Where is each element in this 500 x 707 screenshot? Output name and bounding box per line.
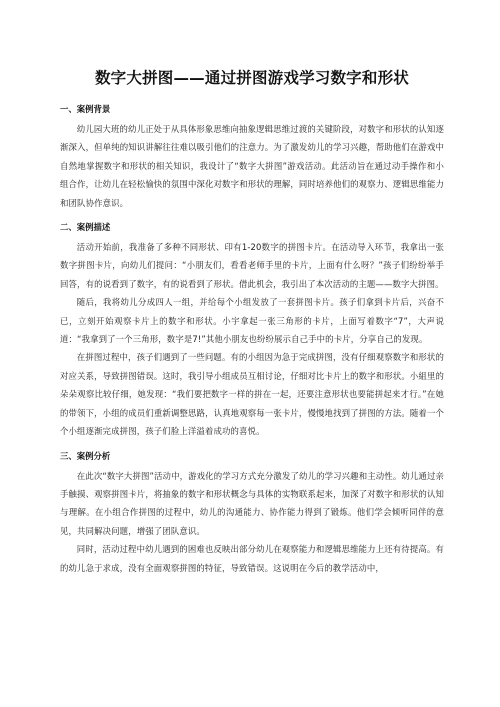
section-analysis xyxy=(60,449,444,577)
paragraph: 幼儿园大班的幼儿正处于从具体形象思维向抽象逻辑思维过渡的关键阶段，对数字和形状的认知逐渐深入，但单纯的知识讲解往往难以吸引他们的注意力。为了激发幼儿的学习兴趣，帮助他们在游戏中自然地掌握数字和形状的相关知识，我设计了“数字大拼图”游戏活动。此活动旨在通过动手操作和小组合作，让幼儿在轻松愉快的氛围中深化对数字和形状的理解，同时培养他们的观察力、逻辑思维能力和团队协作意识。 xyxy=(60,124,444,208)
paragraph: 活动开始前，我准备了多种不同形状、印有1-20数字的拼图卡片。在活动导入环节，我拿出一张数字拼图卡片，向幼儿们提问：“小朋友们，看看老师手里的卡片，上面有什么呀？”孩子们纷纷举手回答，有的说看到了数字，有的说看到了形状。借此机会，我引出了本次活动的主题——数字大拼图。 xyxy=(60,242,444,289)
section-heading: 二、案例描述 xyxy=(60,222,111,233)
paragraph: 随后，我将幼儿分成四人一组，并给每个小组发放了一套拼图卡片。孩子们拿到卡片后，兴奋不已，立刻开始观察卡片上的数字和形状。小宇拿起一张三角形的卡片，上面写着数字“7”，大声说道：“我拿到了一个三角形，数字是7!”其他小朋友也纷纷展示自己手中的卡片，分享自己的发现。 xyxy=(60,297,444,345)
paragraph: 同时，活动过程中幼儿遇到的困难也反映出部分幼儿在观察能力和逻辑思维能力上还有待提高。有的幼儿急于求成，没有全面观察拼图的特征，导致错误。这说明在今后的教学活动中， xyxy=(60,544,444,573)
section-heading: 一、案例背景 xyxy=(60,104,111,114)
section-description xyxy=(60,220,444,440)
section-background xyxy=(60,102,444,212)
paragraph: 在此次“数字大拼图”活动中，游戏化的学习方式充分激发了幼儿的学习兴趣和主动性。幼儿通过亲手触摸、观察拼图卡片，将抽象的数字和形状概念与具体的实物联系起来，加深了对数字和形状的认知与理解。在小组合作拼图的过程中，幼儿的沟通能力、协作能力得到了锻炼。他们学会倾听同伴的意见，共同解决问题，增强了团队意识。 xyxy=(60,470,444,536)
section-heading: 三、案例分析 xyxy=(60,450,111,461)
document-title: 数字大拼图——通过拼图游戏学习数字和形状 xyxy=(94,69,409,87)
paragraph: 在拼图过程中，孩子们遇到了一些问题。有的小组因为急于完成拼图，没有仔细观察数字和形状的对应关系，导致拼图错误。这时，我引导小组成员互相讨论，仔细对比卡片上的数字和形状。小組里的朵朵观察比较仔细，她发现：“我们要把数字一样的拼在一起，还要注意形状也要能拼起来才行。”在她的带领下，小组的成员们重新调整思路，认真地观察每一张卡片，慢慢地找到了拼图的方法。随着一个个小组逐渐完成拼图，孩子们脸上洋溢着成功的喜悦。 xyxy=(60,352,444,437)
